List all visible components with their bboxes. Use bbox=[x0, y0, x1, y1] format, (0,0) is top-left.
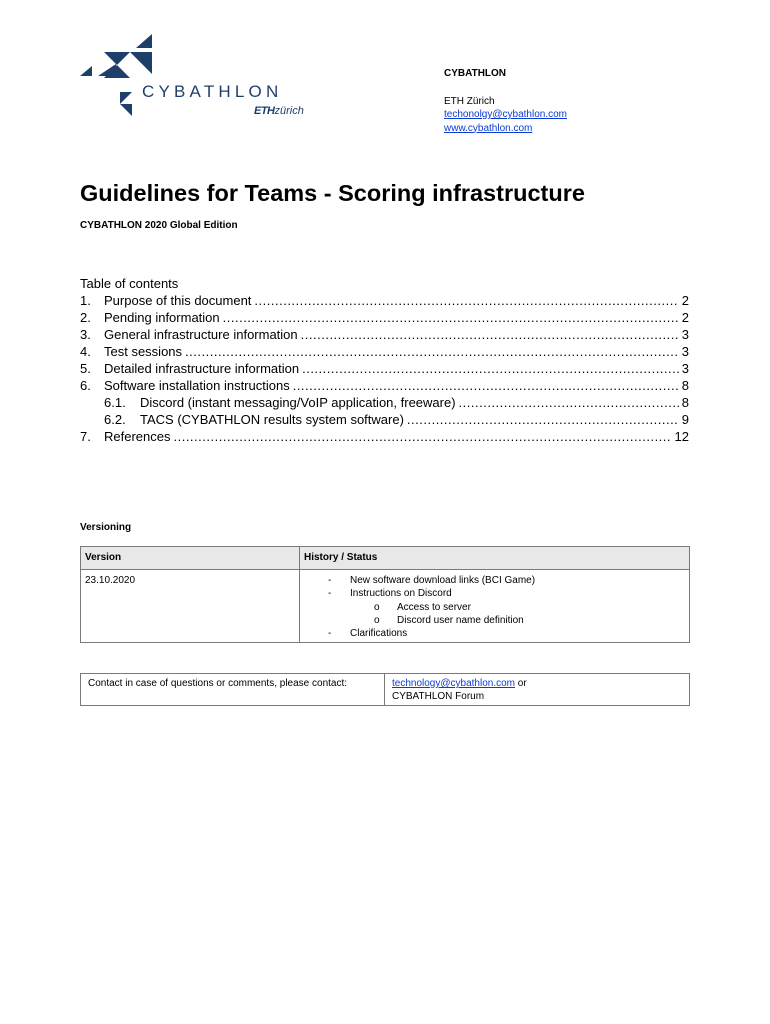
toc-page: 3 bbox=[681, 344, 689, 359]
toc-subentry[interactable] bbox=[80, 394, 689, 411]
versioning-heading: Versioning bbox=[80, 522, 132, 533]
history-item bbox=[304, 574, 685, 587]
eth-logo-rest: zürich bbox=[274, 105, 304, 117]
history-column-header: History / Status bbox=[300, 547, 690, 570]
toc-label: Detailed infrastructure information bbox=[104, 361, 300, 376]
toc-subentry[interactable] bbox=[80, 411, 689, 428]
toc-number: 1. bbox=[80, 293, 91, 308]
toc-number: 6. bbox=[80, 378, 91, 393]
toc-label: Pending information bbox=[104, 310, 220, 325]
history-cell bbox=[300, 570, 690, 643]
toc-heading: Table of contents bbox=[80, 276, 179, 291]
bullet-marker: - bbox=[328, 628, 332, 640]
toc-label: Software installation instructions bbox=[104, 378, 290, 393]
toc-entry[interactable] bbox=[80, 360, 689, 377]
history-text: Access to server bbox=[397, 601, 471, 613]
toc-number: 7. bbox=[80, 429, 91, 444]
table-row bbox=[81, 570, 690, 643]
contact-org: CYBATHLON bbox=[444, 68, 507, 79]
toc-number: 6.1. bbox=[104, 395, 126, 410]
toc-label: Purpose of this document bbox=[104, 293, 252, 308]
bullet-marker: - bbox=[328, 588, 332, 600]
toc-page: 12 bbox=[674, 429, 689, 444]
history-item bbox=[304, 627, 685, 640]
history-text: Instructions on Discord bbox=[350, 588, 452, 600]
version-cell: 23.10.2020 bbox=[81, 570, 300, 643]
history-text: Clarifications bbox=[350, 628, 408, 640]
forum-label: CYBATHLON Forum bbox=[392, 691, 485, 702]
toc-label: TACS (CYBATHLON results system software) bbox=[140, 412, 404, 427]
toc-entry[interactable] bbox=[80, 377, 689, 394]
technology-email-link[interactable]: technology@cybathlon.com bbox=[392, 678, 515, 689]
toc-number: 4. bbox=[80, 344, 91, 359]
toc-page: 8 bbox=[681, 378, 689, 393]
toc-number: 3. bbox=[80, 327, 91, 342]
bullet-marker: o bbox=[374, 601, 380, 613]
bullet-marker: - bbox=[328, 575, 332, 586]
toc-entry[interactable] bbox=[80, 309, 689, 326]
toc-page: 2 bbox=[681, 310, 689, 325]
contact-or: or bbox=[515, 678, 527, 689]
contact-options bbox=[385, 674, 690, 706]
toc-entry[interactable] bbox=[80, 343, 689, 360]
toc-label: General infrastructure information bbox=[104, 327, 298, 342]
cybathlon-logo-mark bbox=[80, 34, 160, 116]
toc-number: 6.2. bbox=[104, 412, 126, 427]
toc-page: 3 bbox=[681, 327, 689, 342]
history-subitem bbox=[304, 601, 685, 614]
history-subitem bbox=[304, 614, 685, 627]
toc-label: Discord (instant messaging/VoIP application, freeware) bbox=[140, 395, 456, 410]
history-item bbox=[304, 587, 685, 600]
document-title: Guidelines for Teams - Scoring infrastructure bbox=[80, 180, 585, 206]
document-subtitle: CYBATHLON 2020 Global Edition bbox=[80, 220, 238, 231]
contact-institution: ETH Zürich bbox=[444, 95, 495, 107]
contact-prompt: Contact in case of questions or comments, please contact: bbox=[81, 674, 385, 706]
eth-zurich-logo bbox=[254, 105, 304, 118]
toc-entry[interactable] bbox=[80, 292, 689, 309]
toc-page: 3 bbox=[681, 361, 689, 376]
contact-table bbox=[80, 673, 690, 706]
toc-label: Test sessions bbox=[104, 344, 183, 359]
contact-email-link[interactable]: techonolgy@cybathlon.com bbox=[444, 109, 567, 120]
toc-page: 2 bbox=[681, 293, 689, 308]
cybathlon-wordmark: CYBATHLON bbox=[142, 82, 283, 101]
eth-logo-bold: ETH bbox=[254, 105, 275, 117]
table-of-contents bbox=[80, 292, 689, 445]
version-column-header: Version bbox=[81, 547, 300, 570]
toc-entry[interactable] bbox=[80, 428, 689, 445]
toc-page: 9 bbox=[681, 412, 689, 427]
toc-entry[interactable] bbox=[80, 326, 689, 343]
versioning-table bbox=[80, 546, 690, 643]
history-text: New software download links (BCI Game) bbox=[350, 575, 536, 586]
toc-page: 8 bbox=[681, 395, 689, 410]
contact-website-link[interactable]: www.cybathlon.com bbox=[444, 122, 533, 134]
toc-label: References bbox=[104, 429, 171, 444]
header-contact-block bbox=[444, 67, 567, 135]
history-text: Discord user name definition bbox=[397, 614, 524, 626]
toc-number: 2. bbox=[80, 310, 91, 325]
bullet-marker: o bbox=[374, 614, 380, 626]
toc-number: 5. bbox=[80, 361, 91, 376]
